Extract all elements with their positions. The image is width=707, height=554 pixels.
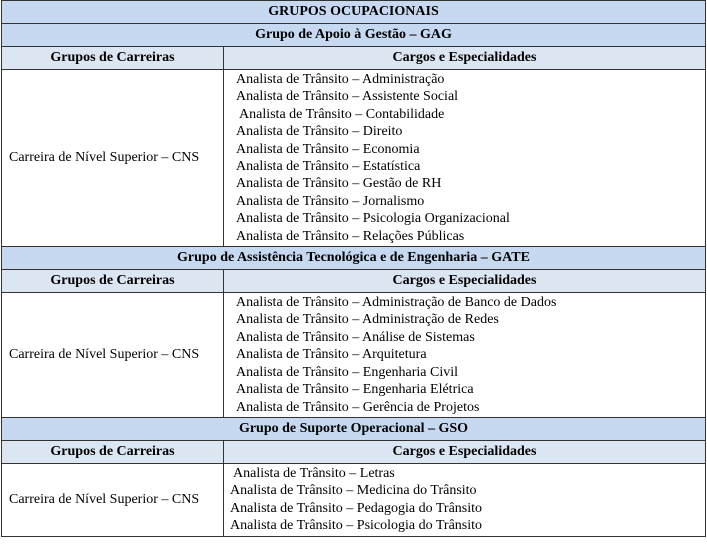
position-item: Analista de Trânsito – Pedagogia do Trânsito [230,500,483,516]
position-item: Analista de Trânsito – Administração de Banco de Dados [236,295,557,311]
position-item: Analista de Trânsito – Economia [236,141,420,157]
career-cell: Carreira de Nível Superior – CNS [2,293,224,418]
career-cell: Carreira de Nível Superior – CNS [2,70,224,247]
position-item: Analista de Trânsito – Análise de Sistemas [236,329,475,345]
group-title-gag: Grupo de Apoio à Gestão – GAG [2,24,706,47]
table-row [2,463,706,536]
position-item: Analista de Trânsito – Engenharia Civil [236,364,459,380]
occupational-groups-table [1,0,706,537]
group-title-gso: Grupo de Suporte Operacional – GSO [2,417,706,440]
column-header-positions: Cargos e Especialidades [224,47,706,70]
position-item: Analista de Trânsito – Jornalismo [236,193,425,209]
column-header-career: Grupos de Carreiras [2,47,224,70]
column-header-career: Grupos de Carreiras [2,440,224,463]
position-item: Analista de Trânsito – Letras [233,465,395,481]
position-item: Analista de Trânsito – Administração de Redes [236,312,499,328]
group-title-gate: Grupo de Assistência Tecnológica e de Engenharia – GATE [2,247,706,270]
position-item: Analista de Trânsito – Gestão de RH [236,176,442,192]
position-item: Analista de Trânsito – Arquitetura [236,347,427,363]
position-item: Analista de Trânsito – Estatística [236,159,421,175]
position-item: Analista de Trânsito – Gerência de Projetos [236,399,480,415]
position-item: Analista de Trânsito – Relações Públicas [236,228,465,244]
column-header-positions: Cargos e Especialidades [224,440,706,463]
position-item: Analista de Trânsito – Psicologia do Trânsito [230,518,483,534]
positions-cell [224,70,706,247]
table-row [2,293,706,418]
column-header-positions: Cargos e Especialidades [224,270,706,293]
position-item: Analista de Trânsito – Administração [236,72,445,87]
position-item: Analista de Trânsito – Assistente Social [236,89,459,105]
table-row [2,70,706,247]
position-item: Analista de Trânsito – Psicologia Organizacional [236,211,510,227]
column-header-career: Grupos de Carreiras [2,270,224,293]
position-item: Analista de Trânsito – Medicina do Trânsito [230,483,477,499]
positions-cell [224,293,706,418]
position-item: Analista de Trânsito – Engenharia Elétrica [236,382,474,398]
career-cell: Carreira de Nível Superior – CNS [2,463,224,536]
position-item: Analista de Trânsito – Direito [236,124,403,140]
table-title: GRUPOS OCUPACIONAIS [2,1,706,24]
positions-cell [224,463,706,536]
position-item: Analista de Trânsito – Contabilidade [239,106,445,122]
